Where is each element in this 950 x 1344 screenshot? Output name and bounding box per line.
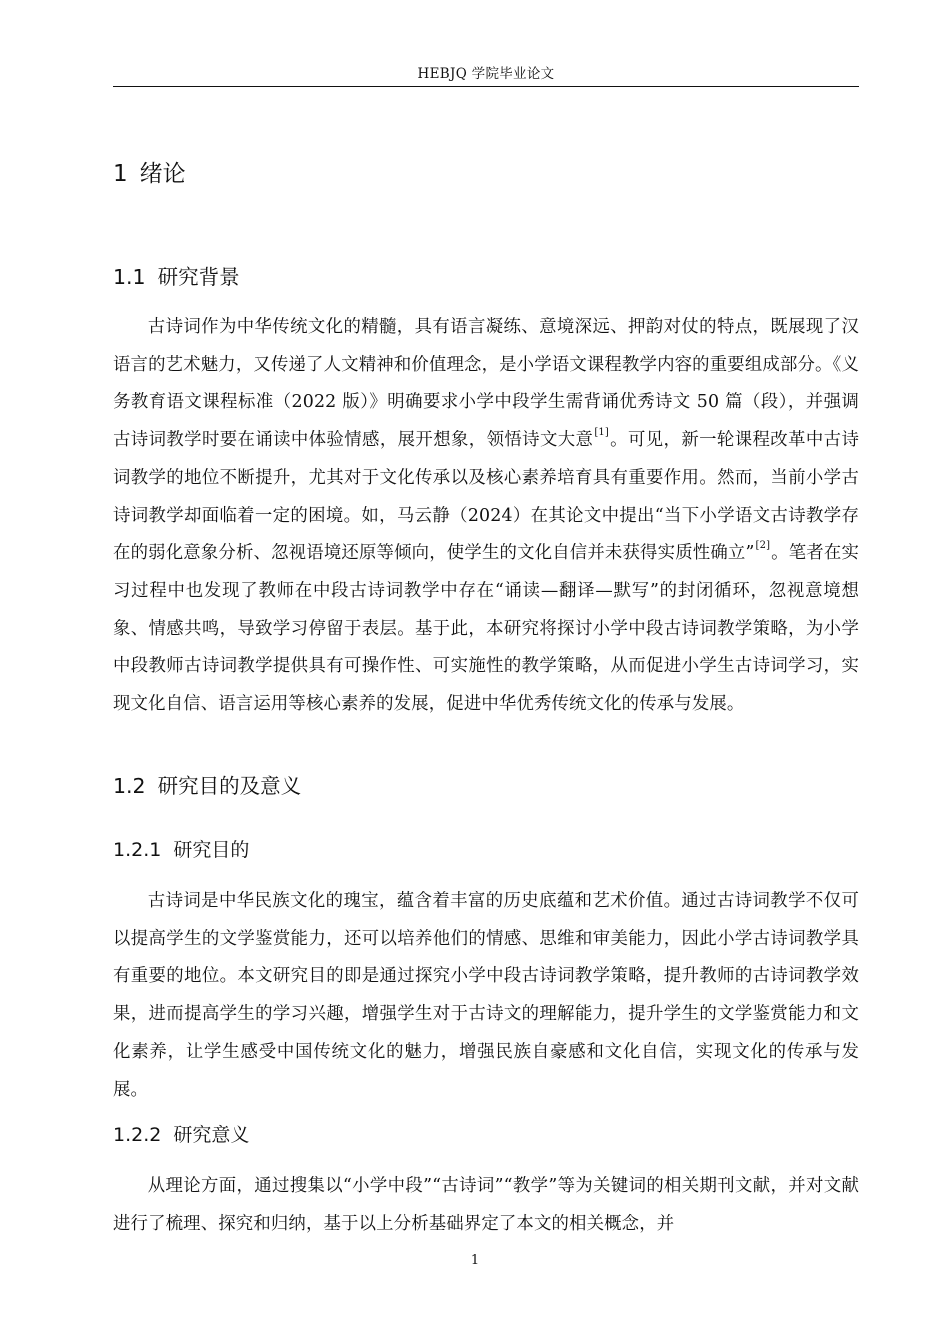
subsection-number: 1.2.1 [113, 839, 162, 861]
subsection-number: 1.2.2 [113, 1124, 162, 1146]
section-title: 研究目的及意义 [157, 774, 302, 798]
citation-1: [1] [594, 427, 609, 439]
chapter-title: 绪论 [139, 161, 186, 187]
section-heading-1-2 [113, 771, 859, 801]
chapter-heading [113, 158, 186, 190]
citation-2: [2] [755, 540, 771, 552]
subsection-title: 研究目的 [173, 839, 250, 861]
subsection-heading-1-2-1 [113, 836, 859, 864]
paragraph-research-significance [113, 1168, 859, 1243]
paragraph-text: 。笔者在实习过程中也发现了教师在中段古诗词教学中存在“诵读—翻译—默写”的封闭循环，忽视意境想象、情感共鸣，导致学习停留于表层。基于此，本研究将探讨小学中段古诗词教学策略，为小学中段教师古诗词教学提供具有可操作性、可实施性的教学策略，从而促进小学生古诗词学习，实现文化自信、语言运用等核心素养的发展，促进中华优秀传统文化的传承与发展。 [113, 543, 859, 715]
subsection-heading-1-2-2 [113, 1121, 859, 1149]
paragraph-research-purpose [113, 883, 859, 1109]
section-title: 研究背景 [157, 265, 240, 289]
body-paragraph [113, 309, 859, 724]
paragraph-research-background [113, 309, 859, 724]
paragraph-text: 古诗词作为中华传统文化的精髓，具有语言凝练、意境深远、押韵对仗的特点，既展现了汉语言的艺术魅力，又传递了人文精神和价值理念，是小学语文课程教学内容的重要组成部分。《义务教育语文课程标准（2022 版）》明确要求小学中段学生需背诵优秀诗文 50 篇（段），并强调古诗词教学时要在诵读中体验情感，展开想象，领悟诗文大意 [113, 317, 859, 451]
page-number: 1 [470, 1253, 480, 1268]
section-number: 1.1 [113, 265, 146, 289]
paragraph-text: 。可见，新一轮课程改革中古诗词教学的地位不断提升，尤其对于文化传承以及核心素养培育具有重要作用。然而，当前小学古诗词教学却面临着一定的困境。如，马云静（2024）在其论文中提出“当下小学语文古诗教学存在的弱化意象分析、忽视语境还原等倾向，使学生的文化自信并未获得实质性确立” [113, 430, 859, 564]
subsection-title: 研究意义 [173, 1124, 250, 1146]
body-paragraph: 从理论方面，通过搜集以“小学中段”“古诗词”“教学”等为关键词的相关期刊文献，并对文献进行了梳理、探究和归纳，基于以上分析基础界定了本文的相关概念，并 [113, 1176, 859, 1234]
section-heading-1-1 [113, 262, 859, 292]
section-number: 1.2 [113, 774, 146, 798]
running-header: HEBJQ 学院毕业论文 [113, 62, 859, 87]
chapter-number: 1 [113, 161, 128, 187]
body-paragraph: 古诗词是中华民族文化的瑰宝，蕴含着丰富的历史底蕴和艺术价值。通过古诗词教学不仅可以提高学生的文学鉴赏能力，还可以培养他们的情感、思维和审美能力，因此小学古诗词教学具有重要的地位。本文研究目的即是通过探究小学中段古诗词教学策略，提升教师的古诗词教学效果，进而提高学生的学习兴趣，增强学生对于古诗文的理解能力，提升学生的文学鉴赏能力和文化素养，让学生感受中国传统文化的魅力，增强民族自豪感和文化自信，实现文化的传承与发展。 [113, 891, 859, 1100]
